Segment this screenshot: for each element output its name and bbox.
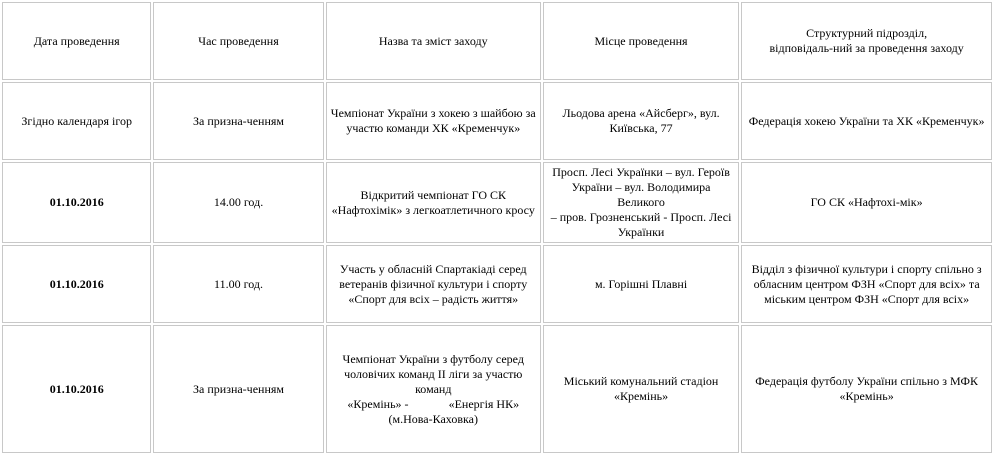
header-date: Дата проведення xyxy=(2,2,151,80)
cell-time: За призна-ченням xyxy=(153,82,323,160)
header-responsible xyxy=(741,2,992,80)
cell-line: Федерація футболу України спільно з МФК xyxy=(755,374,979,388)
cell-date: 01.10.2016 xyxy=(2,245,151,323)
cell-line: Київська, 77 xyxy=(609,121,673,135)
header-time: Час проведення xyxy=(153,2,323,80)
cell-event-name xyxy=(326,82,541,160)
header-responsible-line: відповідаль-ний за проведення заходу xyxy=(769,41,964,55)
cell-line: Чемпіонат України з хокею з шайбою за xyxy=(330,106,536,120)
team-home: «Кремінь» - xyxy=(347,396,409,411)
table-row xyxy=(2,82,992,160)
cell-date: Згідно календаря ігор xyxy=(2,82,151,160)
cell-line: – пров. Грозненський - Просп. Лесі xyxy=(550,210,732,224)
cell-line xyxy=(331,397,536,412)
cell-responsible xyxy=(741,162,992,243)
cell-line: чоловічих команд ІІ ліги за участю xyxy=(344,366,523,381)
cell-line: «Спорт для всіх – радість життя» xyxy=(348,291,519,306)
team-away: «Енергія НК» xyxy=(448,396,520,411)
cell-time: 11.00 год. xyxy=(153,245,323,323)
cell-line: (м.Нова-Каховка) xyxy=(388,411,478,426)
cell-responsible xyxy=(741,325,992,453)
cell-date: 01.10.2016 xyxy=(2,162,151,243)
cell-responsible xyxy=(741,245,992,323)
cell-date: 01.10.2016 xyxy=(2,325,151,453)
cell-event-name xyxy=(326,245,541,323)
cell-event-name xyxy=(326,162,541,243)
cell-line: Чемпіонат України з футболу серед xyxy=(342,351,524,366)
cell-line: ветеранів фізичної культури і спорту xyxy=(339,276,528,291)
cell-line: Відкритий чемпіонат ГО СК xyxy=(360,187,506,202)
cell-line: «Нафтохімік» з легкоатлетичного кросу xyxy=(331,202,535,217)
cell-line: ГО СК «Нафтохі-мік» xyxy=(810,195,923,209)
cell-line: обласним центром ФЗН «Спорт для всіх» та xyxy=(753,276,980,291)
cell-place xyxy=(543,82,739,160)
cell-line: Міський комунальний стадіон xyxy=(563,374,719,388)
cell-time: За призна-ченням xyxy=(153,325,323,453)
table-header-row xyxy=(2,2,992,80)
cell-line: України – вул. Володимира Великого xyxy=(571,180,711,209)
cell-line: команд xyxy=(415,381,452,396)
cell-line: м. Горішні Плавні xyxy=(594,276,688,291)
cell-event-name xyxy=(326,325,541,453)
cell-place xyxy=(543,325,739,453)
cell-line: Участь у обласній Спартакіаді серед xyxy=(339,261,527,276)
table-row xyxy=(2,162,992,243)
cell-line: Льодова арена «Айсберг», вул. xyxy=(562,106,720,120)
cell-line: Просп. Лесі Українки – вул. Героїв xyxy=(552,165,730,179)
cell-place xyxy=(543,162,739,243)
header-event-name: Назва та зміст заходу xyxy=(326,2,541,80)
cell-line: участю команди ХК «Кременчук» xyxy=(346,121,521,135)
cell-line: Федерація хокею України та ХК «Кременчук» xyxy=(748,113,985,128)
header-responsible-line: Структурний підрозділ, xyxy=(806,26,928,40)
cell-time: 14.00 год. xyxy=(153,162,323,243)
cell-responsible xyxy=(741,82,992,160)
cell-line: міським центром ФЗН «Спорт для всіх» xyxy=(764,291,970,306)
cell-line: «Кремінь» xyxy=(839,389,894,403)
cell-place xyxy=(543,245,739,323)
header-place: Місце проведення xyxy=(543,2,739,80)
table-row xyxy=(2,325,992,453)
cell-line: Відділ з фізичної культури і спорту спільно з xyxy=(751,261,982,276)
cell-line: «Кремінь» xyxy=(613,389,669,403)
table-row xyxy=(2,245,992,323)
cell-line: Українки xyxy=(617,225,665,239)
